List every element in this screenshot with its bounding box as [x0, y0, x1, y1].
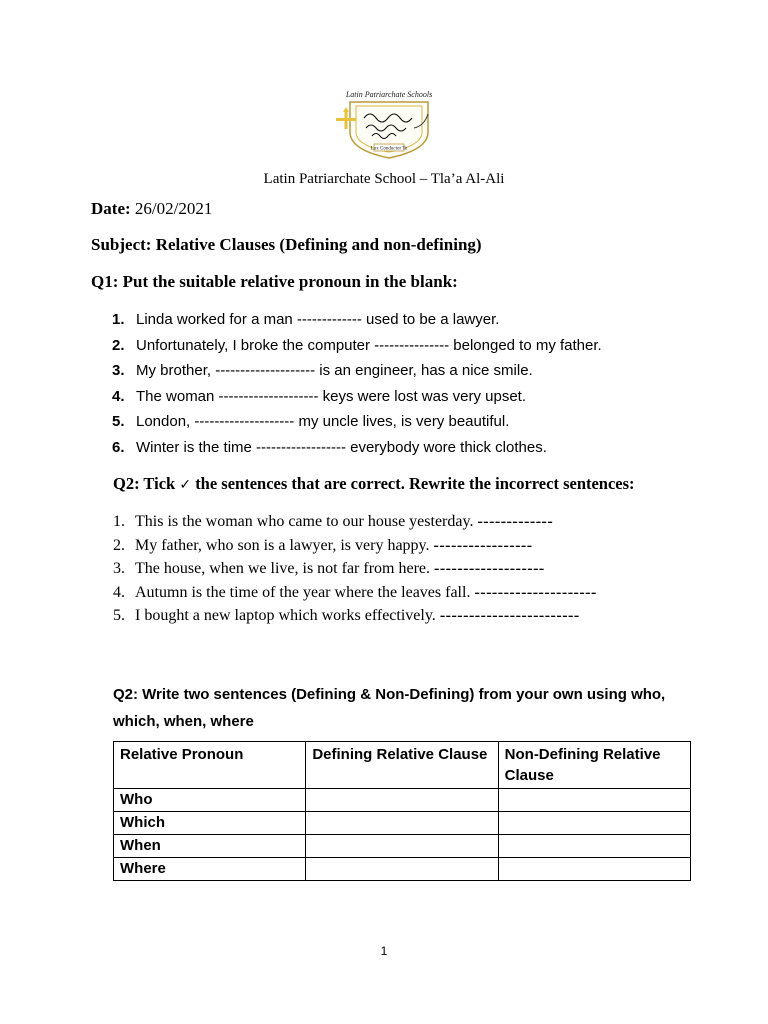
list-item: 2. My father, who son is a lawyer, is very happy. ----------------- [113, 536, 533, 554]
subject-value: Relative Clauses (Defining and non-defining) [155, 235, 482, 254]
non-defining-cell[interactable] [498, 835, 690, 858]
table-header-row [114, 742, 691, 789]
list-item: 1. Linda worked for a man ------------- used to be a lawyer. [112, 311, 500, 328]
list-item: 5. I bought a new laptop which works effectively. ------------------------ [113, 607, 580, 624]
list-item: 5. London, -------------------- my uncle lives, is very beautiful. [112, 413, 510, 430]
subject-line [91, 235, 482, 255]
q2-write-title: Q2: Write two sentences (Defining & Non-Defining) from your own using who, which, when, where [113, 686, 666, 730]
table-row [114, 835, 691, 858]
row-label: Which [114, 812, 306, 835]
row-label: When [114, 835, 306, 858]
list-item: 2. Unfortunately, I broke the computer --------------- belonged to my father. [112, 336, 602, 354]
non-defining-cell[interactable] [498, 789, 690, 812]
school-name-line: Latin Patriarchate School – Tla’a Al-Ali [263, 171, 505, 187]
defining-cell[interactable] [306, 812, 498, 835]
relative-pronoun-table [113, 741, 691, 881]
table-row [114, 858, 691, 881]
column-header: Relative Pronoun [114, 742, 306, 789]
subject-label: Subject: [91, 235, 152, 254]
defining-cell[interactable] [306, 835, 498, 858]
q2-list [113, 511, 597, 629]
list-item: 6. Winter is the time ------------------ everybody wore thick clothes. [112, 438, 547, 456]
list-item: 3. My brother, -------------------- is an engineer, has a nice smile. [112, 362, 533, 379]
list-item: 3. The house, when we live, is not far from here. ------------------- [113, 560, 545, 577]
list-item: 1. This is the woman who came to our house yesterday. ------------- [113, 513, 554, 530]
school-logo [328, 88, 450, 162]
table-row [114, 789, 691, 812]
date-line [91, 199, 212, 219]
date-value: 26/02/2021 [134, 199, 213, 218]
non-defining-cell[interactable] [498, 858, 690, 881]
table-row [114, 812, 691, 835]
row-label: Where [114, 858, 306, 881]
row-label: Who [114, 789, 306, 812]
non-defining-cell[interactable] [498, 812, 690, 835]
list-item: 4. The woman -------------------- keys were lost was very upset. [112, 387, 527, 405]
q2-tick-title: Q2: Tick ✓ the sentences that are correct. Rewrite the incorrect sentences: [113, 474, 635, 493]
list-item: 4. Autumn is the time of the year where the leaves fall. --------------------- [113, 583, 597, 601]
date-label: Date: [91, 199, 131, 218]
defining-cell[interactable] [306, 858, 498, 881]
school-crest-icon [328, 88, 450, 162]
logo-motto: Lux Conductor Te [370, 146, 408, 152]
q1-title: Q1: Put the suitable relative pronoun in the blank: [91, 272, 458, 291]
defining-cell[interactable] [306, 789, 498, 812]
q1-list [112, 309, 602, 462]
logo-top-text: Latin Patriarchate Schools [345, 90, 433, 99]
page-number: 1 [380, 944, 388, 958]
checkmark-icon: ✓ [179, 477, 192, 493]
column-header: Defining Relative Clause [306, 742, 498, 789]
column-header: Non-Defining Relative Clause [498, 742, 690, 789]
